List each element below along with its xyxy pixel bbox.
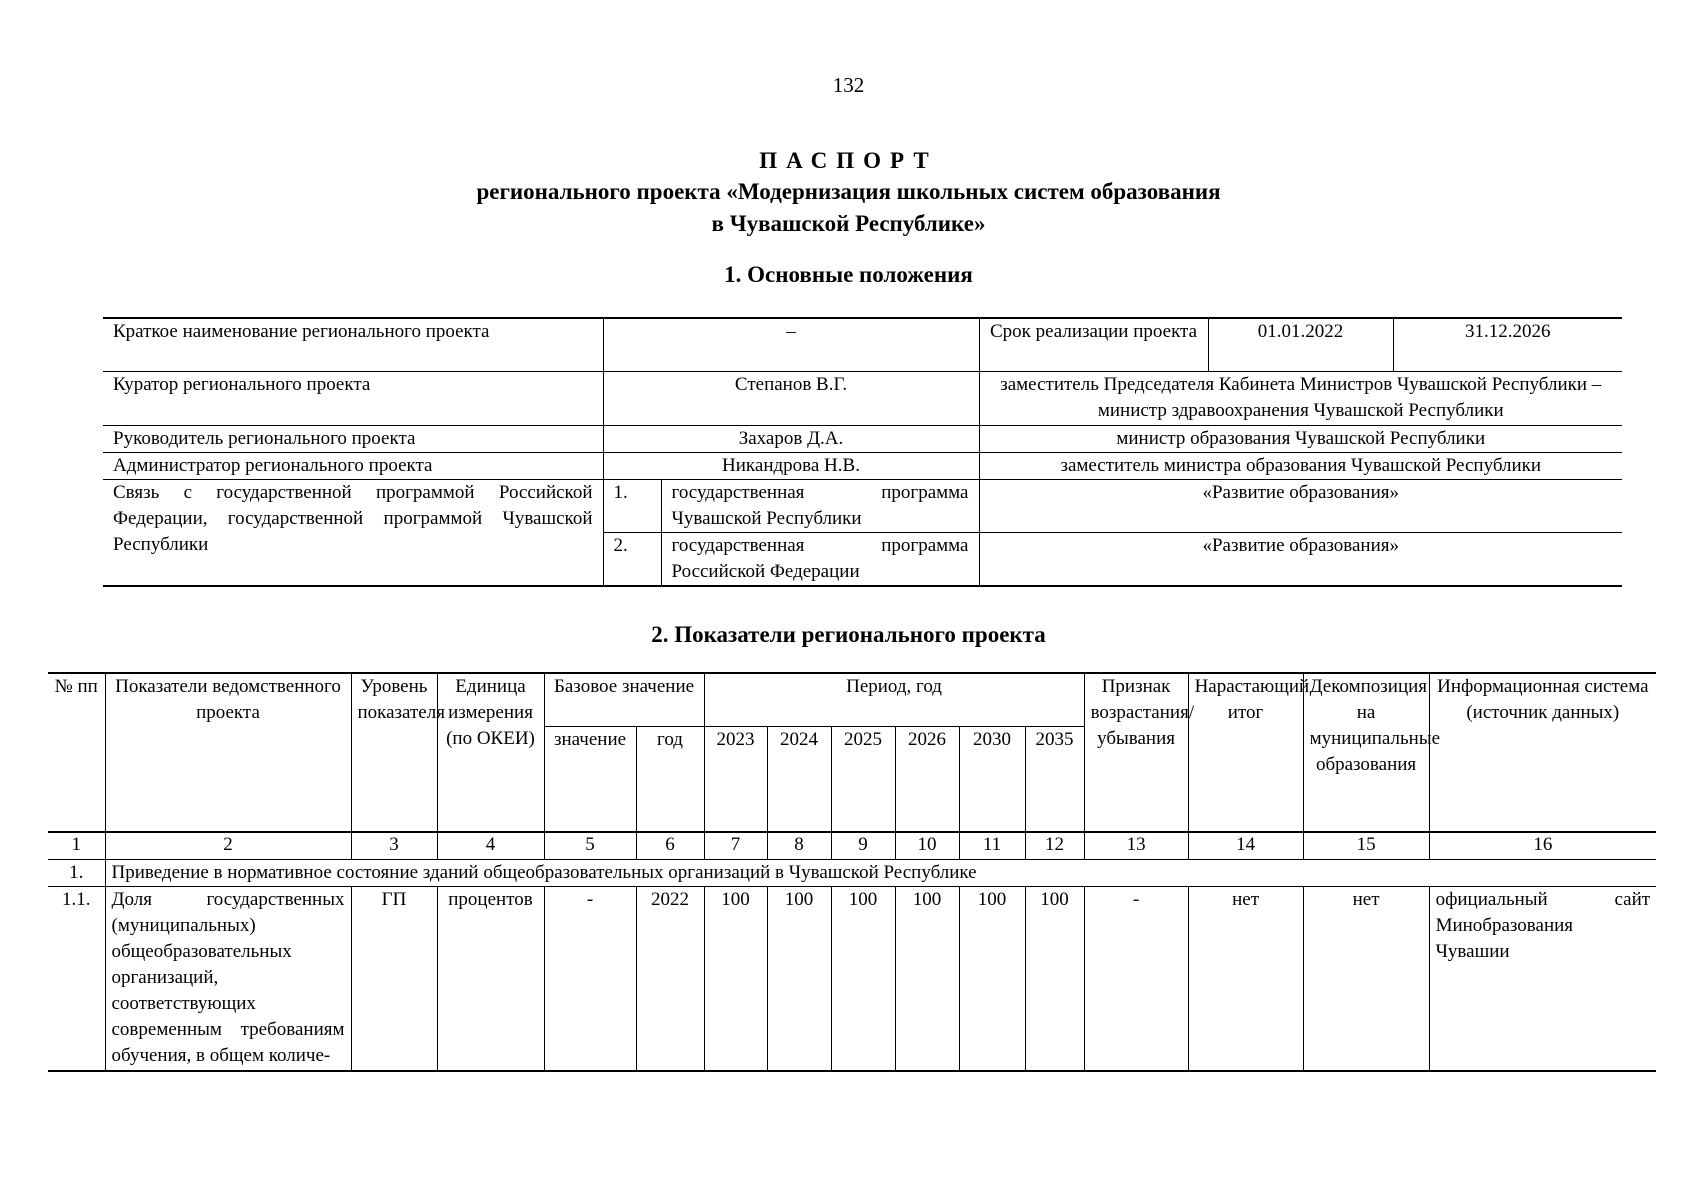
row-value: 100 (704, 886, 767, 1071)
group-num: 1. (48, 859, 105, 886)
row-value: 100 (767, 886, 831, 1071)
column-number: 6 (636, 832, 704, 859)
title-line-2: в Чувашской Республике» (711, 211, 986, 236)
program-2-name: «Развитие образования» (979, 532, 1622, 586)
col-level-header: Уровень показателя (351, 673, 437, 832)
row-num: 1.1. (48, 886, 105, 1071)
row-cumulative: нет (1188, 886, 1303, 1071)
row-info-system: официальный сайт Минобразования Чувашии (1429, 886, 1656, 1071)
document-title (0, 146, 1697, 240)
program-2-type: государственная программа Российской Федерации (661, 532, 979, 586)
admin-label: Администратор регионального проекта (103, 452, 603, 479)
col-period-header: Период, год (704, 673, 1084, 726)
row-value: 100 (959, 886, 1025, 1071)
program-1-name: «Развитие образования» (979, 479, 1622, 532)
group-title: Приведение в нормативное состояние зданий общеобразовательных организаций в Чувашской Республике (105, 859, 1656, 886)
row-indicator: Доля государственных (муниципальных) общеобразовательных организаций, соответствующих современным требованиям обучения, в общем количе- (105, 886, 351, 1071)
table-row (103, 371, 1622, 425)
admin-position: заместитель министра образования Чувашской Республики (979, 452, 1622, 479)
column-number: 9 (831, 832, 895, 859)
table-row (48, 886, 1656, 1071)
title-line-1: регионального проекта «Модернизация школьных систем образования (476, 179, 1221, 204)
col-year-header: 2030 (959, 726, 1025, 832)
term-end: 31.12.2026 (1393, 318, 1622, 371)
column-number: 5 (544, 832, 636, 859)
table-row (103, 479, 1622, 532)
curator-position: заместитель Председателя Кабинета Министров Чувашской Республики – министр здравоохранения Чувашской Республики (979, 371, 1622, 425)
row-value: 100 (831, 886, 895, 1071)
section-2-heading: 2. Показатели регионального проекта (651, 622, 1046, 647)
head-label: Руководитель регионального проекта (103, 425, 603, 452)
col-trend-header: Признак возрастания/ убывания (1084, 673, 1188, 832)
column-number: 11 (959, 832, 1025, 859)
program-2-num: 2. (603, 532, 661, 586)
column-number: 4 (437, 832, 544, 859)
head-name: Захаров Д.А. (603, 425, 979, 452)
col-year-header: 2024 (767, 726, 831, 832)
head-position: министр образования Чувашской Республики (979, 425, 1622, 452)
group-row (48, 859, 1656, 886)
row-trend: - (1084, 886, 1188, 1071)
row-base-value: - (544, 886, 636, 1071)
column-number: 1 (48, 832, 105, 859)
program-link-label: Связь с государственной программой Российской Федерации, государственной программой Чувашской Республики (103, 479, 603, 586)
table-row (103, 452, 1622, 479)
col-decomposition-header: Декомпозиция на муниципальные образования (1303, 673, 1429, 832)
column-number: 14 (1188, 832, 1303, 859)
row-base-year: 2022 (636, 886, 704, 1071)
column-number: 15 (1303, 832, 1429, 859)
column-number: 16 (1429, 832, 1656, 859)
term-label: Срок реализации проекта (979, 318, 1208, 371)
row-value: 100 (895, 886, 959, 1071)
column-numbers-row (48, 832, 1656, 859)
column-number: 10 (895, 832, 959, 859)
table-row (103, 318, 1622, 371)
col-cumulative-header: Нарастающий итог (1188, 673, 1303, 832)
col-year-header: 2025 (831, 726, 895, 832)
page-number: 132 (832, 73, 865, 97)
table-row (103, 425, 1622, 452)
program-1-type: государственная программа Чувашской Республики (661, 479, 979, 532)
column-number: 7 (704, 832, 767, 859)
column-number: 12 (1025, 832, 1084, 859)
header-row (48, 673, 1656, 726)
col-num-header: № пп (48, 673, 105, 832)
column-number: 3 (351, 832, 437, 859)
col-info-system-header: Информационная система (источник данных) (1429, 673, 1656, 832)
col-year-header: 2023 (704, 726, 767, 832)
curator-name: Степанов В.Г. (603, 371, 979, 425)
col-unit-header: Единица измерения (по ОКЕИ) (437, 673, 544, 832)
admin-name: Никандрова Н.В. (603, 452, 979, 479)
title-main: ПАСПОРТ (759, 148, 938, 173)
indicators-table (48, 672, 1656, 1072)
row-value: 100 (1025, 886, 1084, 1071)
curator-label: Куратор регионального проекта (103, 371, 603, 425)
program-1-num: 1. (603, 479, 661, 532)
basic-provisions-table (103, 317, 1622, 587)
col-base-year-header: год (636, 726, 704, 832)
short-name-value: – (603, 318, 979, 371)
row-level: ГП (351, 886, 437, 1071)
section-1-heading: 1. Основные положения (724, 262, 973, 287)
column-number: 13 (1084, 832, 1188, 859)
row-decomposition: нет (1303, 886, 1429, 1071)
column-number: 2 (105, 832, 351, 859)
column-number: 8 (767, 832, 831, 859)
col-year-header: 2035 (1025, 726, 1084, 832)
col-year-header: 2026 (895, 726, 959, 832)
row-unit: процентов (437, 886, 544, 1071)
term-start: 01.01.2022 (1208, 318, 1393, 371)
col-base-header: Базовое значение (544, 673, 704, 726)
col-indicator-header: Показатели ведомственного проекта (105, 673, 351, 832)
col-base-value-header: значение (544, 726, 636, 832)
short-name-label: Краткое наименование регионального проекта (103, 318, 603, 371)
